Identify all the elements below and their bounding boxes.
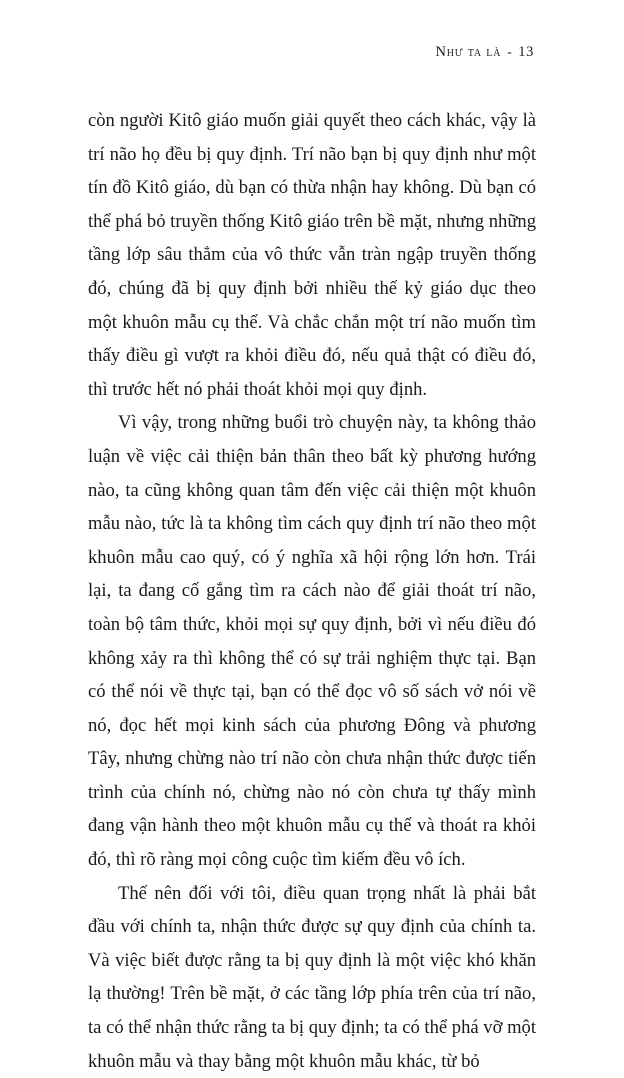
body-text [88, 104, 536, 1078]
running-head-separator: - [507, 44, 513, 59]
paragraph-2: Vì vậy, trong những buổi trò chuyện này, ta không thảo luận về việc cải thiện bản thân theo bất kỳ phương hướng nào, ta cũng không quan tâm đến việc cải thiện một khuôn mẫu nào, tức là ta không tìm cách quy định trí não theo một khuôn mẫu cao quý, có ý nghĩa xã hội rộng lớn hơn. Trái lại, ta đang cố gắng tìm ra cách nào để giải thoát trí não, toàn bộ tâm thức, khỏi mọi sự quy định, bởi vì nếu điều đó không xảy ra thì không thể có sự trải nghiệm thực tại. Bạn có thể nói về thực tại, bạn có thể đọc vô số sách vở nói về nó, đọc hết mọi kinh sách của phương Đông và phương Tây, nhưng chừng nào trí não còn chưa nhận thức được tiến trình của chính nó, chừng nào nó còn chưa tự thấy mình đang vận hành theo một khuôn mẫu cụ thể và thoát ra khỏi đó, thì rõ ràng mọi công cuộc tìm kiếm đều vô ích. [88, 412, 536, 871]
paragraph-1: còn người Kitô giáo muốn giải quyết theo cách khác, vậy là trí não họ đều bị quy định. Trí não bạn bị quy định như một tín đồ Kitô giáo, dù bạn có thừa nhận hay không. Dù bạn có thể phá bỏ truyền thống Kitô giáo trên bề mặt, nhưng những tầng lớp sâu thẳm của vô thức vẫn tràn ngập truyền thống đó, chúng đã bị quy định bởi nhiều thế kỷ giáo dục theo một khuôn mẫu cụ thể. Và chắc chắn một trí não muốn tìm thấy điều gì vượt ra khỏi điều đó, nếu quả thật có điều đó, thì trước hết nó phải thoát khỏi mọi quy định. [88, 110, 536, 400]
running-head [435, 44, 534, 61]
page-number: 13 [518, 44, 534, 60]
running-head-title: Như ta là [435, 44, 502, 60]
paragraph-3: Thế nên đối với tôi, điều quan trọng nhất là phải bắt đầu với chính ta, nhận thức được sự quy định của chính ta. Và việc biết được rằng ta bị quy định là một việc khó khăn lạ thường! Trên bề mặt, ở các tầng lớp phía trên của trí não, ta có thể nhận thức rằng ta bị quy định; ta có thể phá vỡ một khuôn mẫu và thay bằng một khuôn mẫu khác, từ bỏ [88, 882, 536, 1072]
